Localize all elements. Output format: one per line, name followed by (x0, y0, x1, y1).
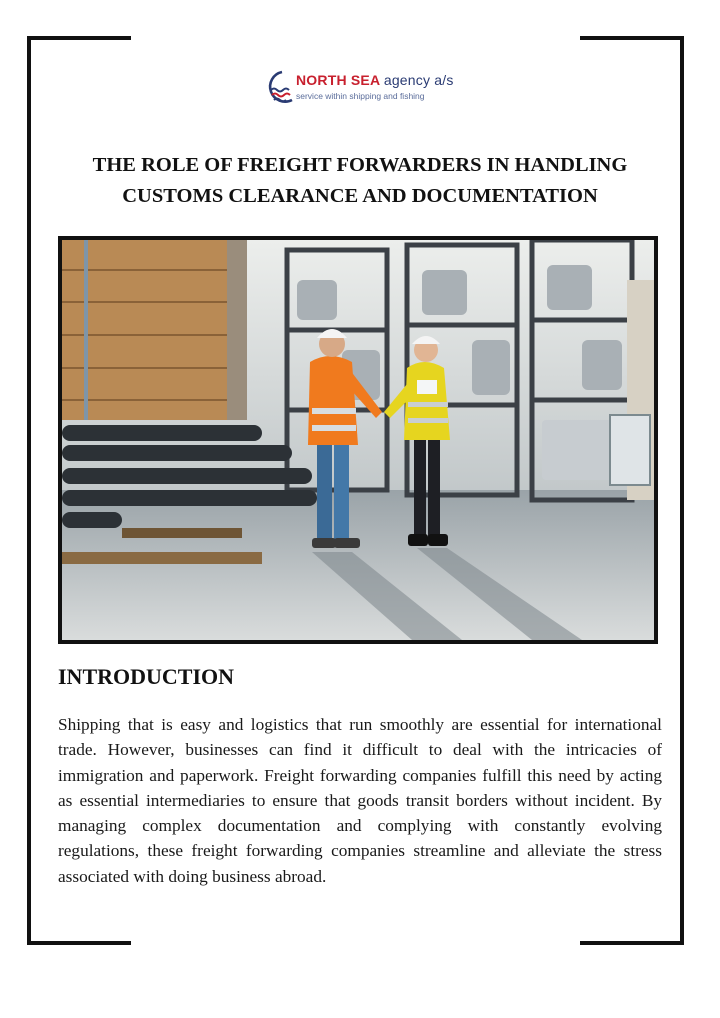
section-heading: INTRODUCTION (58, 664, 235, 689)
logo-brand-suffix: agency a/s (383, 72, 454, 88)
frame-top-right (580, 36, 684, 40)
logo-tagline: service within shipping and fishing (296, 91, 425, 101)
frame-top-left (27, 36, 131, 40)
page-title: THE ROLE OF FREIGHT FORWARDERS IN HANDLING CUSTOMS CLEARANCE AND DOCUMENTATION (92, 154, 628, 207)
company-logo (266, 68, 456, 108)
frame-bottom-left (27, 941, 131, 945)
logo-brand-name: NORTH SEA (296, 72, 380, 88)
warehouse-photo (58, 236, 658, 644)
logo-wave-icon (266, 68, 296, 108)
section-body: Shipping that is easy and logistics that run smoothly are essential for international trade. However, businesses can find it difficult to deal with the intricacies of immigration and paperwork. Freight forwarding companies fulfill this need by acting as essential intermediaries to ensure that goods transit borders without incident. By managing complex documentation and complying with constantly evolving regulations, these freight forwarding companies streamline and alleviate the stress associated with doing business abroad. (58, 715, 662, 886)
frame-right (680, 36, 684, 945)
logo-brand (296, 72, 454, 88)
frame-left (27, 36, 31, 945)
frame-bottom-right (580, 941, 684, 945)
